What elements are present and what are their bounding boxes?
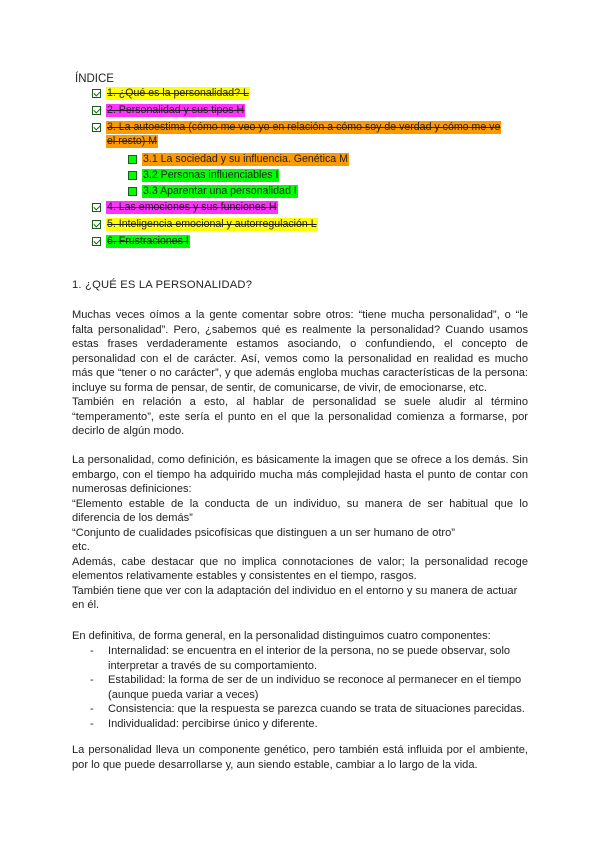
- checkbox-icon[interactable]: [128, 155, 137, 164]
- checkbox-icon[interactable]: [128, 171, 137, 180]
- checked-checkbox-icon[interactable]: [92, 220, 101, 229]
- toc-title: ÍNDICE: [75, 73, 114, 85]
- toc-item-label-line2: el resto) M: [107, 135, 158, 147]
- paragraph-text: Muchas veces oímos a la gente comentar sobre otros: “tiene mucha personalidad”, o “le falta personalidad”. Pero, ¿sabemos qué es realmente la personalidad? Cuando usamos estas frases verdaderamente estamos asociando, o confundiendo, el concepto de personalidad con el de carácter. Así, vemos como la personalidad en realidad es mucho más que “tener o no carácter”, y que además engloba muchas características de la persona: incluye su forma de pensar, de sentir, de comunicarse, de vivir, de emocionarse, etc.: [72, 309, 528, 394]
- toc-item-3-1[interactable]: [128, 153, 349, 166]
- list-item: [72, 717, 528, 732]
- toc-item-2[interactable]: [92, 104, 245, 117]
- paragraph-text: La personalidad, como definición, es básicamente la imagen que se ofrece a los demás. Sin embargo, con el tiempo ha adquirido mucha más complejidad hasta el punto de contar con numerosas definiciones:: [72, 454, 528, 495]
- list-dash: -: [90, 703, 94, 715]
- list-item-text: Consistencia: que la respuesta se parezca cuando se trata de situaciones parecidas.: [108, 703, 525, 715]
- toc-item-1[interactable]: [92, 87, 250, 100]
- list-dash: -: [90, 645, 94, 657]
- paragraph-text: La personalidad lleva un componente genético, pero también está influida por el ambiente, por lo que puede desarrollarse y, aun siendo estable, cambiar a lo largo de la vida.: [72, 744, 528, 771]
- paragraph-text: También tiene que ver con la adaptación del individuo en el entorno y su manera de actuar en él.: [72, 584, 518, 611]
- list-item: [72, 702, 528, 717]
- components-list: [72, 644, 528, 731]
- toc-item-3-continuation: [106, 135, 158, 148]
- checkbox-icon[interactable]: [128, 187, 137, 196]
- toc-item-4[interactable]: [92, 201, 278, 214]
- toc-item-label-line1: 3. La autoestima (cómo me veo yo en relación a cómo soy de verdad y cómo me ve: [107, 121, 501, 133]
- toc-item-3[interactable]: [92, 121, 501, 134]
- toc-item-label: 5. Inteligencia emocional y autorregulación L: [107, 218, 317, 230]
- list-item: [72, 673, 528, 702]
- paragraph-text: También en relación a esto, al hablar de personalidad se suele aludir al término “temperamento”, este sería el punto en el que la personalidad comienza a formarse, por decirlo de algún modo.: [72, 396, 528, 437]
- toc-item-3-2[interactable]: [128, 169, 279, 182]
- toc-item-3-3[interactable]: [128, 185, 298, 198]
- checked-checkbox-icon[interactable]: [92, 203, 101, 212]
- toc-item-6[interactable]: [92, 235, 190, 248]
- toc-item-label: 1. ¿Qué es la personalidad? L: [107, 87, 249, 99]
- section-heading: 1. ¿QUÉ ES LA PERSONALIDAD?: [72, 279, 253, 291]
- checked-checkbox-icon[interactable]: [92, 89, 101, 98]
- list-dash: -: [90, 674, 94, 686]
- list-dash: -: [90, 717, 94, 730]
- list-item-text: Individualidad: percibirse único y diferente.: [108, 717, 318, 730]
- paragraph-text: En definitiva, de forma general, en la personalidad distinguimos cuatro componentes:: [72, 630, 491, 642]
- list-item: [72, 644, 528, 673]
- paragraph-text: etc.: [72, 541, 90, 553]
- toc-item-5[interactable]: [92, 218, 318, 231]
- paragraph-3: [72, 629, 528, 644]
- checked-checkbox-icon[interactable]: [92, 106, 101, 115]
- toc-item-label: 4. Las emociones y sus funciones H: [107, 201, 277, 213]
- checked-checkbox-icon[interactable]: [92, 237, 101, 246]
- paragraph-text: Además, cabe destacar que no implica connotaciones de valor; la personalidad recoge elementos relativamente estables y consistentes en el tiempo, rasgos.: [72, 555, 528, 582]
- paragraph-4: [72, 743, 528, 772]
- toc-item-label: 3.2 Personas influenciables I: [143, 169, 279, 181]
- paragraph-1: [72, 308, 528, 439]
- list-item-text: Estabilidad: la forma de ser de un individuo se reconoce al permanecer en el tiempo (aunque pueda variar a veces): [108, 674, 522, 701]
- toc-item-label: 2. Personalidad y sus tipos H: [107, 104, 245, 116]
- definition-quote: “Elemento estable de la conducta de un individuo, su manera de ser habitual que lo diferencia de los demás”: [72, 497, 528, 524]
- toc-item-label: 3.1 La sociedad y su influencia. Genética M: [143, 153, 348, 165]
- toc-item-label: 3.3 Aparentar una personalidad I: [143, 185, 297, 197]
- toc-item-label: 6. Frustraciones I: [107, 235, 189, 247]
- paragraph-2: [72, 453, 528, 613]
- checked-checkbox-icon[interactable]: [92, 123, 101, 132]
- definition-quote: “Conjunto de cualidades psicofísicas que distinguen a un ser humano de otro”: [72, 526, 455, 539]
- list-item-text: Internalidad: se encuentra en el interior de la persona, no se puede observar, solo interpretar a través de su comportamiento.: [108, 645, 511, 672]
